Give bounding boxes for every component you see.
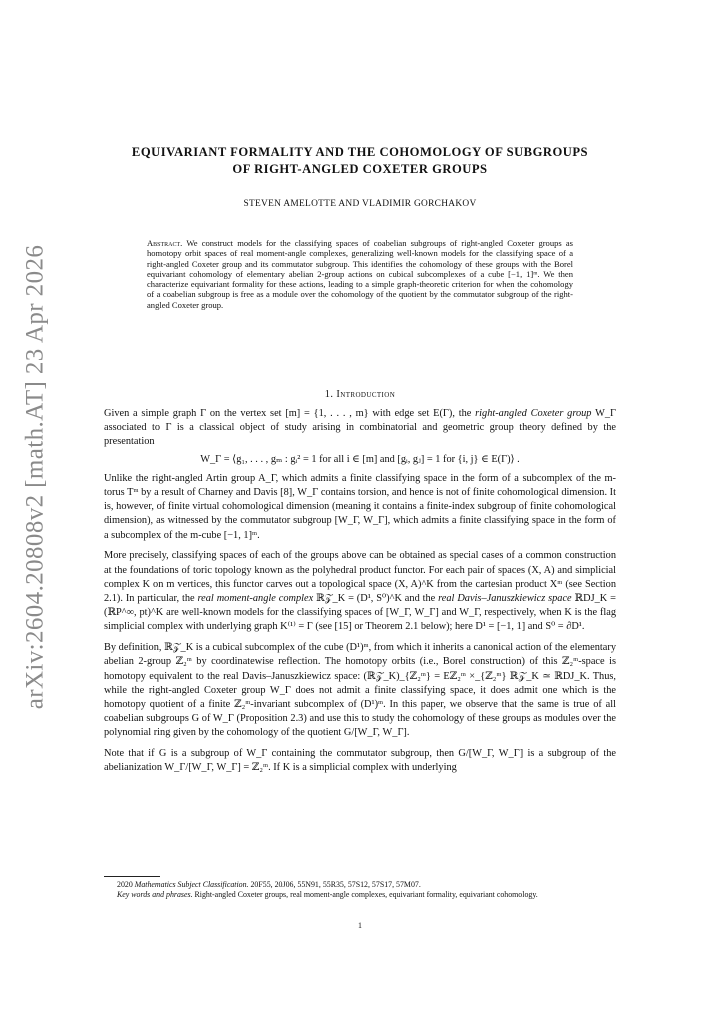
paragraph-2: Unlike the right-angled Artin group A_Γ, which admits a finite classifying space in the form of a subcomplex of the m-torus Tᵐ by a result of Charney and Davis [8], W_Γ contains torsion, and hence is not of finite cohomological dimension. It is, however, of finite virtual cohomological dimension (meaning it contains a finite-index subgroup of finite cohomological dimension), as witnessed by the commutator subgroup [W_Γ, W_Γ], which admits a finite classifying space in the form of a subcomplex of the m-cube [−1, 1]ᵐ. [104,472,616,541]
abstract [147,238,573,310]
footnote-msc [104,880,616,890]
arxiv-identifier-text: arXiv:2604.20808v2 [math.AT] 23 Apr 2026 [21,244,48,710]
arxiv-identifier-stamp [17,244,53,710]
paragraph-3-part-a: More precisely, classifying spaces of each of the groups above can be obtained as special cases of a common construction at the foundations of toric topology known as the polyhedral product functor. For each pair of spaces (X, A) and simplicial complex K on m vertices, this functor carves out a topological space (X, A)^K from the cartesian product Xᵐ (see Section 2.1). In particular, the [104,550,616,605]
footnote-rule [104,876,160,877]
paper-title [100,144,620,178]
title-line-1: EQUIVARIANT FORMALITY AND THE COHOMOLOGY OF SUBGROUPS [131,145,589,159]
paragraph-3-part-c: ℝDJ_K = (ℝP^∞, pt)^K are well-known models for the classifying spaces of [W_Γ, W_Γ] and W_Γ, respectively, when K is the flag simplicial complex with underlying graph K⁽¹⁾ = Γ (see [15] or Theorem 2.1 below); here D¹ = [−1, 1] and S⁰ = ∂D¹. [104,593,616,633]
term-real-moment-angle-complex: real moment-angle complex [197,593,314,605]
page-number: 1 [358,921,362,930]
paragraph-1 [104,407,616,450]
title-line-2: OF RIGHT-ANGLED COXETER GROUPS [232,162,488,176]
paragraph-1-part-b: W_Γ associated to Γ is a classical object of study arising in combinatorial and geometric group theory defined by the presentation [104,408,616,448]
abstract-label: Abstract. [147,238,183,248]
term-right-angled-coxeter-group: right-angled Coxeter group [475,408,592,419]
paragraph-5: Note that if G is a subgroup of W_Γ containing the commutator subgroup, then G/[W_Γ, W_Γ] is a subgroup of the abelianization W_Γ/[W_Γ, W_Γ] = ℤ₂ᵐ. If K is a simplicial complex with underlying [104,748,616,774]
footnote-keywords-label: Key words and phrases. [117,890,193,900]
footnote-msc-label: Mathematics Subject Classification. [134,880,249,889]
footnote-keywords-text: Right-angled Coxeter groups, real moment-angle complexes, equivariant formality, equivariant cohomology. [192,890,538,900]
body-text [104,407,616,782]
footnotes [104,880,616,901]
section-heading-introduction: 1. Introduction [324,389,396,400]
display-equation-presentation: W_Γ = ⟨g₁, . . . , gₘ : gᵢ² = 1 for all i ∈ [m] and [gᵢ, gⱼ] = 1 for {i, j} ∈ E(Γ)⟩ . [200,453,520,465]
paragraph-3 [104,549,616,634]
footnote-msc-codes: 20F55, 20J06, 55N91, 55R35, 57S12, 57S17, 57M07. [248,880,421,889]
footnote-keywords [104,890,616,900]
footnote-msc-prefix: 2020 [117,880,135,889]
paragraph-1-part-a: Given a simple graph Γ on the vertex set [m] = {1, . . . , m} with edge set E(Γ), the [104,408,476,419]
term-real-davis-januszkiewicz-space: real Davis–Januszkiewicz space [438,593,572,605]
paragraph-3-part-b: ℝ𝒵_K = (D¹, S⁰)^K and the [313,593,439,605]
abstract-text: We construct models for the classifying spaces of coabelian subgroups of right-angled Coxeter groups as homotopy orbit spaces of real moment-angle complexes, generalizing well-known models for the classifying space of a right-angled Coxeter group and its commutator subgroup. This identifies the cohomology of these groups with the Borel equivariant cohomology of elementary abelian 2-group actions on cubical subcomplexes of a cube [−1, 1]ᵐ. We then characterize equivariant formality for these actions, leading to a simple graph-theoretic criterion for when the cohomology of a coabelian subgroup is free as a module over the cohomology of the quotient by the commutator subgroup of the right-angled Coxeter group. [147,238,573,310]
paragraph-4: By definition, ℝ𝒵_K is a cubical subcomplex of the cube (D¹)ᵐ, from which it inherits a canonical action of the elementary abelian 2-group ℤ₂ᵐ by coordinatewise reflection. The homotopy orbits (i.e., Borel construction) of this ℤ₂ᵐ-space is homotopy equivalent to the real Davis–Januszkiewicz space: (ℝ𝒵_K)_{ℤ₂ᵐ} = Eℤ₂ᵐ ×_{ℤ₂ᵐ} ℝ𝒵_K ≃ ℝDJ_K. Thus, while the right-angled Coxeter group W_Γ does not admit a finite classifying space, it does admit one which is the homotopy quotient of a finite ℤ₂ᵐ-invariant subcomplex of (D¹)ᵐ. In this paper, we observe that the same is true of all coabelian subgroups G of W_Γ (Proposition 2.3) and use this to study the cohomology of these groups as modules over the polynomial ring given by the cohomology of the quotient G/[W_Γ, W_Γ]. [104,642,616,739]
author-list: STEVEN AMELOTTE AND VLADIMIR GORCHAKOV [243,199,477,209]
